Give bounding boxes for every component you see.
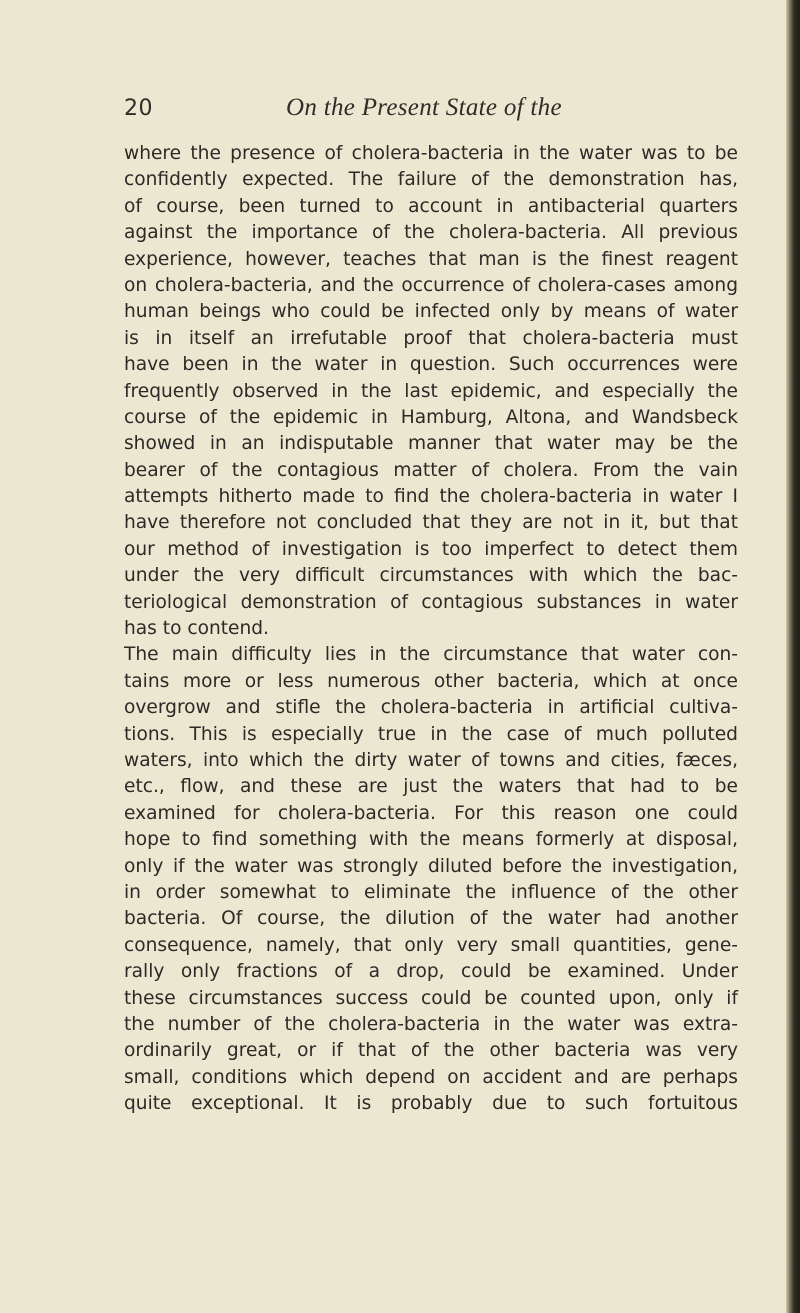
text-line: human beings who could be infected only by means of water [124,301,738,323]
text-line: frequently observed in the last epidemic, and especially the [124,380,738,402]
text-line: examined for cholera-bacteria. For this reason one could [124,802,738,824]
text-line: overgrow and stifle the cholera-bacteria in artificial cultiva- [124,697,738,719]
text-line: attempts hitherto made to find the cholera-bacteria in water I [124,486,738,508]
text-line: waters, into which the dirty water of towns and cities, fæces, [124,749,738,771]
text-line: of course, been turned to account in antibacterial quarters [124,195,738,217]
text-line: ordinarily great, or if that of the other bacteria was very [124,1040,738,1062]
text-line: against the importance of the cholera-bacteria. All previous [124,222,738,244]
running-head [0,96,786,132]
text-line: etc., flow, and these are just the waters that had to be [124,776,738,798]
text-line: The main difficulty lies in the circumstance that water con- [124,644,738,666]
text-line: where the presence of cholera-bacteria in the water was to be [124,143,738,164]
page-edge-shadow [786,0,800,1313]
page-number: 20 [124,96,153,121]
text-line: these circumstances success could be counted upon, only if [124,987,738,1009]
text-line: on cholera-bacteria, and the occurrence of cholera-cases among [124,274,738,296]
running-title: On the Present State of the [286,94,562,121]
text-line: teriological demonstration of contagious substances in water [124,591,738,613]
text-line: have been in the water in question. Such occurrences were [124,354,738,376]
text-line: tions. This is especially true in the case of much polluted [124,723,738,745]
text-line: showed in an indisputable manner that water may be the [124,433,738,455]
text-line: in order somewhat to eliminate the influence of the other [124,881,738,903]
text-line: tains more or less numerous other bacteria, which at once [124,670,738,692]
text-line: has to contend. [124,618,269,640]
text-line: the number of the cholera-bacteria in the water was extra- [124,1013,738,1035]
text-line: hope to find something with the means formerly at disposal, [124,829,738,851]
text-line: only if the water was strongly diluted before the investigation, [124,855,738,877]
text-line: under the very difficult circumstances with which the bac- [124,565,738,587]
text-line: confidently expected. The failure of the demonstration has, [124,169,738,191]
text-line: have therefore not concluded that they are not in it, but that [124,512,738,534]
text-line: our method of investigation is too imperfect to detect them [124,538,738,560]
text-line: small, conditions which depend on accident and are perhaps [124,1066,738,1088]
text-line: rally only fractions of a drop, could be examined. Under [124,961,738,983]
text-line: is in itself an irrefutable proof that cholera-bacteria must [124,327,738,349]
text-line: bearer of the contagious matter of cholera. From the vain [124,459,738,481]
text-line: bacteria. Of course, the dilution of the water had another [124,908,738,930]
text-line: experience, however, teaches that man is the finest reagent [124,248,738,270]
body-text [124,141,738,1117]
text-line: consequence, namely, that only very small quantities, gene- [124,934,738,956]
text-line: quite exceptional. It is probably due to such fortuitous [124,1093,738,1115]
text-line: course of the epidemic in Hamburg, Altona, and Wandsbeck [124,406,738,428]
